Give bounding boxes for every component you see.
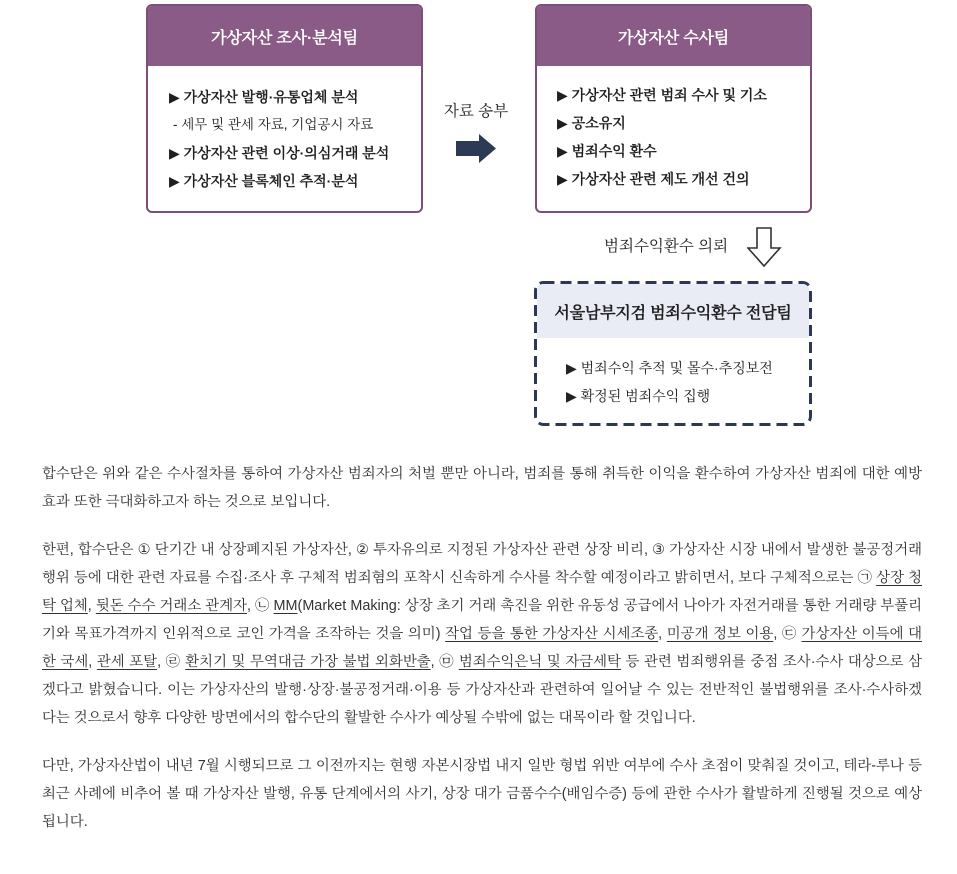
investigation-team-duties <box>537 66 810 193</box>
analysis-team-title: 가상자산 조사·분석팀 <box>148 6 421 66</box>
investigation-duty-item: ▶ 가상자산 관련 제도 개선 건의 <box>557 171 750 187</box>
underlined-term: 관세 포탈 <box>96 654 158 670</box>
handoff-label: 자료 송부 <box>443 103 509 120</box>
underlined-term: 뒷돈 수수 거래소 관계자 <box>95 598 247 614</box>
analysis-duty-item: ▶ 가상자산 블록체인 추적·분석 <box>169 173 359 189</box>
article-body <box>42 460 922 856</box>
recovery-duty-item: ▶ 범죄수익 추적 및 몰수·추징보전 <box>566 360 773 376</box>
investigation-duty-item: ▶ 가상자산 관련 범죄 수사 및 기소 <box>557 87 767 103</box>
analysis-team-box <box>146 4 423 213</box>
paragraph-2-text: (Market Making: 상장 초기 거래 촉진을 위한 유동성 공급에서 나아가 자전거래를 통한 거래량 부풀리기와 목표가격까지 인위적으로 코인 가격을 조작하는 것을 의미) <box>42 598 923 642</box>
paragraph-2-text: , ㉢ <box>773 626 802 642</box>
underlined-term: 미공개 정보 이용 <box>666 626 774 642</box>
analysis-duty-item: ▶ 가상자산 발행·유통업체 분석 <box>169 89 359 105</box>
analysis-team-duties <box>148 66 421 195</box>
underlined-term: 상장 청탁 업체 <box>42 570 922 614</box>
investigation-duty-item: ▶ 범죄수익 환수 <box>557 143 657 159</box>
paragraph-2-text: 등 관련 범죄행위를 중점 조사·수사 대상으로 삼겠다고 밝혔습니다. 이는 가상자산의 발행·상장·불공정거래·이용 등 가상자산과 관련하여 일어날 수 있는 전반적인 불법행위를 조사·수사하겠다는 것으로서 향후 다양한 방면에서의 합수단의 활발한 수사가 예상될 수밖에 없는 대목이라 할 것입니다. <box>42 654 922 726</box>
underlined-term: 환치기 및 무역대금 가장 불법 외화반출 <box>185 654 431 670</box>
referral-label: 범죄수익환수 의뢰 <box>604 238 729 255</box>
paragraph-2-text: , <box>88 654 97 670</box>
paragraph-2-text: , <box>87 598 96 614</box>
right-arrow-icon <box>455 133 498 165</box>
down-arrow-icon <box>747 227 782 268</box>
investigation-team-box <box>535 4 812 213</box>
recovery-team-box <box>534 281 812 426</box>
underlined-term: 가상자산 이득에 대한 국세 <box>42 626 922 670</box>
recovery-team-duties <box>566 354 773 410</box>
underlined-term: 범죄수익은닉 및 자금세탁 <box>458 654 621 670</box>
paragraph-1: 합수단은 위와 같은 수사절차를 통하여 가상자산 범죄자의 처벌 뿐만 아니라, 범죄를 통해 취득한 이익을 환수하여 가상자산 범죄에 대한 예방효과 또한 극대화하고자 하는 것으로 보입니다. <box>42 466 922 510</box>
investigation-team-title: 가상자산 수사팀 <box>537 6 810 66</box>
underlined-term: 작업 등을 통한 가상자산 시세조종 <box>445 626 659 642</box>
paragraph-2 <box>42 536 922 732</box>
paragraph-3: 다만, 가상자산법이 내년 7월 시행되므로 그 이전까지는 현행 자본시장법 내지 일반 형법 위반 여부에 수사 초점이 맞춰질 것이고, 테라-루나 등 최근 사례에 비추어 볼 때 가상자산 발행, 유통 단계에서의 사기, 상장 대가 금품수수(배임수증) 등에 관한 수사가 활발하게 진행될 것으로 예상됩니다. <box>42 758 922 830</box>
underlined-term: MM <box>273 598 298 614</box>
investigation-duty-item: ▶ 공소유지 <box>557 115 626 131</box>
paragraph-2-text: , ㉤ <box>430 654 459 670</box>
analysis-duty-subitem: - 세무 및 관세 자료, 기업공시 자료 <box>173 117 374 132</box>
analysis-duty-item: ▶ 가상자산 관련 이상·의심거래 분석 <box>169 145 390 161</box>
recovery-duty-item: ▶ 확정된 범죄수익 집행 <box>566 388 711 404</box>
paragraph-2-text: , <box>658 626 667 642</box>
paragraph-2-text: 한편, 합수단은 ① 단기간 내 상장폐지된 가상자산, ② 투자유의로 지정된 가상자산 관련 상장 비리, ③ 가상자산 시장 내에서 발생한 불공정거래행위 등에 대한 관련 자료를 수집·조사 후 구체적 범죄혐의 포착시 신속하게 수사를 착수할 예정이라고 밝히면서, 보다 구체적으로는 ㉠ <box>42 542 922 586</box>
recovery-team-title: 서울남부지검 범죄수익환수 전담팀 <box>537 284 809 338</box>
paragraph-2-text: , ㉡ <box>247 598 274 614</box>
paragraph-2-text: , ㉣ <box>157 654 186 670</box>
